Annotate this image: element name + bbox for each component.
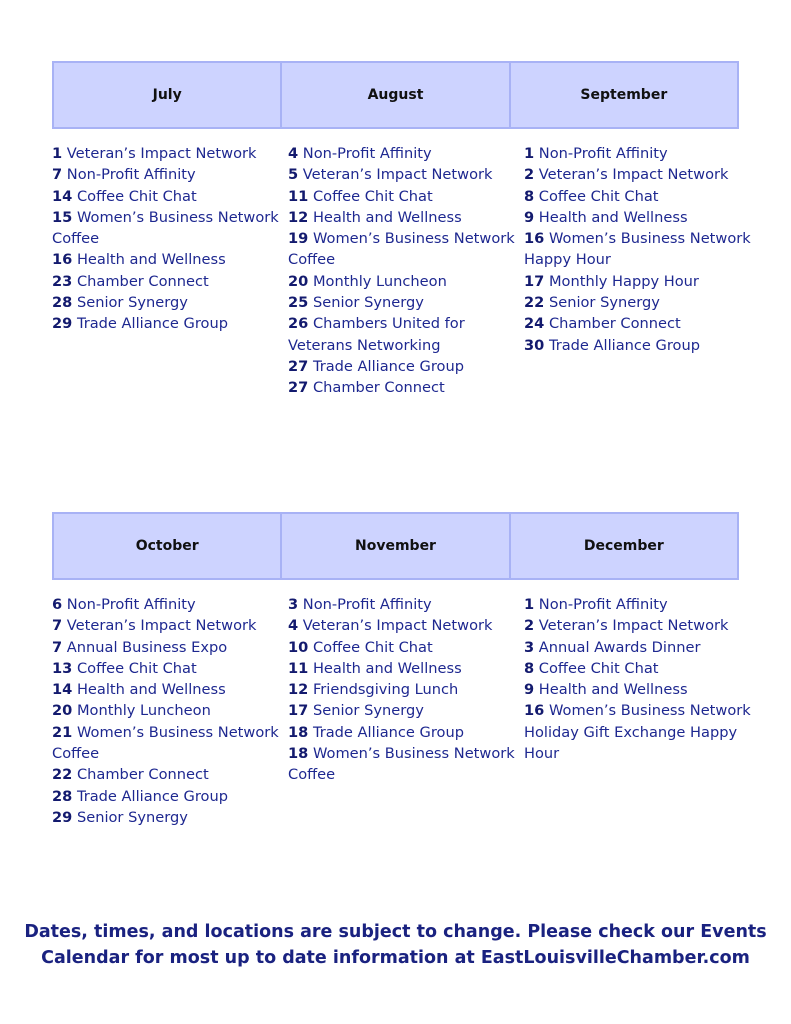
month-header-september: September [580, 87, 668, 103]
event-item: 19 Women’s Business Network Coffee [288, 230, 515, 269]
month-header-december: December [583, 538, 664, 554]
event-item: 11 Coffee Chit Chat [288, 187, 433, 205]
event-item: 28 Senior Synergy [52, 294, 188, 312]
events-december [524, 594, 752, 764]
event-item: 29 Trade Alliance Group [52, 315, 228, 333]
event-item: 18 Trade Alliance Group [288, 723, 464, 741]
event-item: 5 Veteran’s Impact Network [288, 166, 493, 184]
event-item: 18 Women’s Business Network Coffee [288, 745, 515, 784]
event-item: 24 Chamber Connect [524, 315, 681, 333]
month-header-october: October [54, 514, 282, 578]
event-item: 25 Senior Synergy [288, 294, 424, 312]
event-item: 1 Non-Profit Affinity [524, 145, 668, 162]
event-item: 20 Monthly Luncheon [288, 272, 447, 290]
event-item: 7 Annual Business Expo [52, 638, 228, 656]
event-item: 29 Senior Synergy [52, 808, 188, 826]
event-item: 22 Chamber Connect [52, 766, 209, 784]
event-item: 16 Health and Wellness [52, 251, 226, 269]
event-item: 17 Monthly Happy Hour [524, 272, 699, 290]
month-header-row-2 [52, 512, 739, 580]
event-item: 9 Health and Wellness [524, 681, 688, 699]
event-item: 20 Monthly Luncheon [52, 702, 211, 720]
events-august [288, 143, 516, 399]
event-item: 7 Non-Profit Affinity [52, 166, 196, 184]
event-item: 7 Veteran’s Impact Network [52, 617, 257, 635]
event-item: 1 Non-Profit Affinity [524, 596, 668, 613]
event-item: 21 Women’s Business Network Coffee [52, 723, 279, 763]
month-header-july: July [54, 63, 282, 127]
event-item: 14 Coffee Chit Chat [52, 187, 197, 205]
month-header-november: November [282, 514, 510, 578]
event-item: 17 Senior Synergy [288, 702, 424, 720]
event-item: 27 Trade Alliance Group [288, 357, 464, 375]
event-item: 13 Coffee Chit Chat [52, 659, 197, 677]
schedule-notice: Dates, times, and locations are subject to change. Please check our Events Calendar for most up to date information at EastLouisvilleChamber.com [24, 922, 767, 968]
event-item: 30 Trade Alliance Group [524, 336, 700, 354]
event-item: 2 Veteran’s Impact Network [524, 617, 729, 635]
events-september [524, 143, 752, 356]
event-item: 1 Veteran’s Impact Network [52, 145, 257, 162]
event-item: 9 Health and Wellness [524, 208, 688, 226]
event-item: 4 Veteran’s Impact Network [288, 617, 493, 635]
event-item: 12 Friendsgiving Lunch [288, 681, 459, 699]
event-item: 10 Coffee Chit Chat [288, 638, 433, 656]
event-item: 2 Veteran’s Impact Network [524, 166, 729, 184]
events-october [52, 594, 280, 828]
event-item: 23 Chamber Connect [52, 272, 209, 290]
event-item: 16 Women’s Business Network Happy Hour [524, 230, 751, 269]
event-item: 8 Coffee Chit Chat [524, 187, 659, 205]
event-item: 15 Women’s Business Network Coffee [52, 208, 279, 248]
event-item: 11 Health and Wellness [288, 659, 462, 677]
event-item: 8 Coffee Chit Chat [524, 659, 659, 677]
event-item: 3 Non-Profit Affinity [288, 596, 432, 613]
event-item: 22 Senior Synergy [524, 294, 660, 312]
event-item: 6 Non-Profit Affinity [52, 596, 196, 613]
month-header-august: August [282, 63, 510, 127]
events-july [52, 143, 280, 335]
event-item: 12 Health and Wellness [288, 208, 462, 226]
event-item: 27 Chamber Connect [288, 379, 445, 397]
event-item: 4 Non-Profit Affinity [288, 145, 432, 162]
event-item: 3 Annual Awards Dinner [524, 638, 701, 656]
event-item: 16 Women’s Business Network Holiday Gift Exchange Happy Hour [524, 702, 751, 763]
event-item: 26 Chambers United for Veterans Networking [288, 315, 465, 354]
events-november [288, 594, 516, 786]
event-item: 28 Trade Alliance Group [52, 787, 228, 805]
month-header-row-1 [52, 61, 739, 129]
event-item: 14 Health and Wellness [52, 681, 226, 699]
